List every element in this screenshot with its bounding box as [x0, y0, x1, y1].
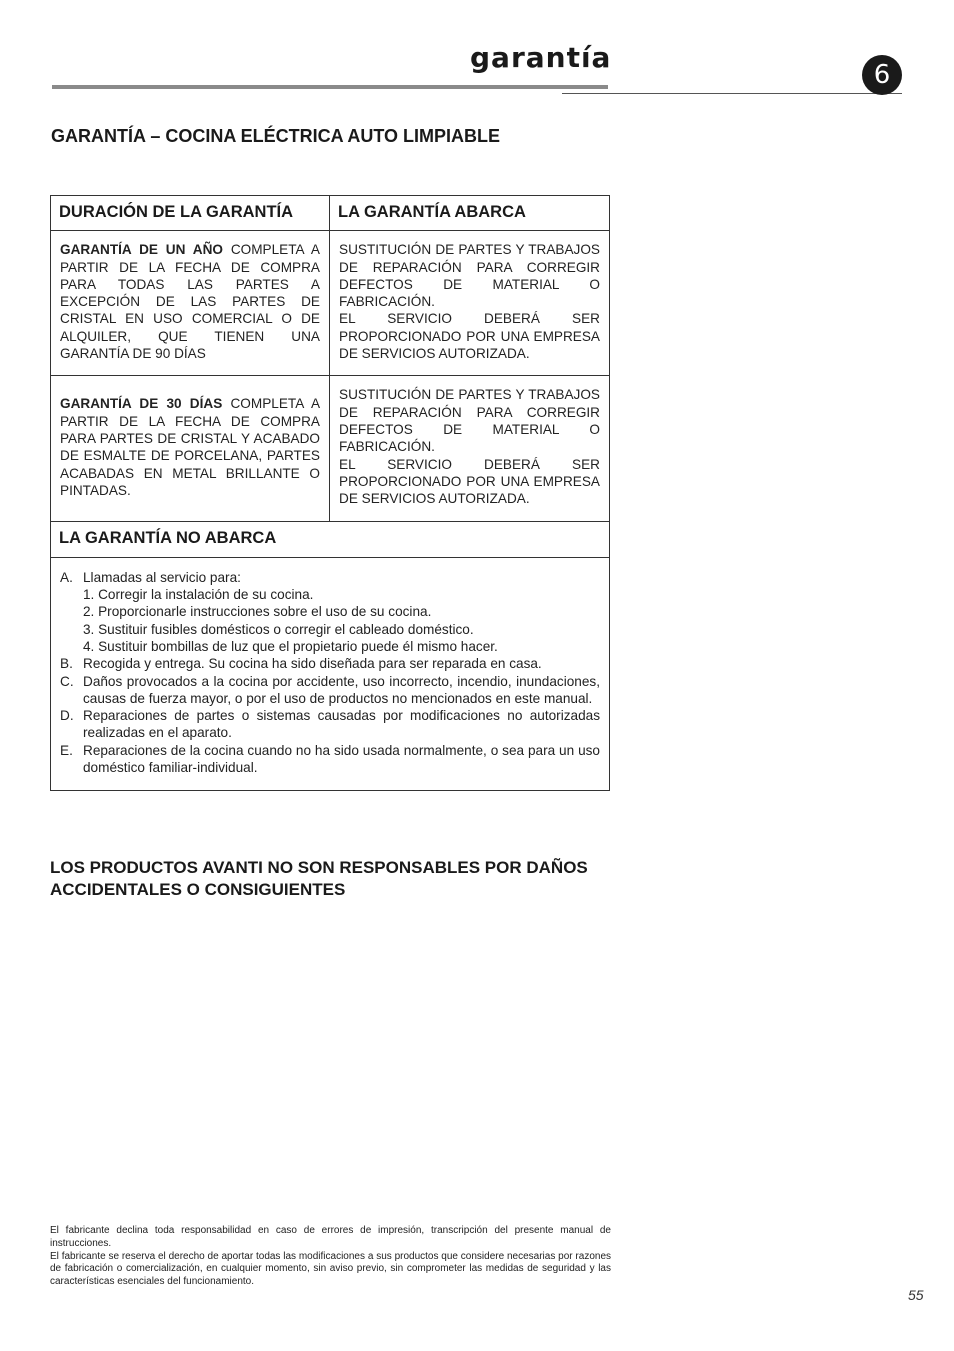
list-item-text: Recogida y entrega. Su cocina ha sido diseñada para ser reparada en casa. — [83, 656, 542, 672]
list-marker: A. — [60, 569, 73, 585]
list-item — [60, 742, 600, 777]
liability-disclaimer: LOS PRODUCTOS AVANTI NO SON RESPONSABLES POR DAÑOS ACCIDENTALES O CONSIGUIENTES — [50, 858, 588, 899]
list-marker: C. — [60, 673, 74, 689]
duration-description: COMPLETA A PARTIR DE LA FECHA DE COMPRA PARA PARTES DE CRISTAL Y ACABADO DE ESMALTE DE PORCELANA, PARTES ACABADAS EN METAL BRILLANTE O PINTADAS. — [60, 396, 321, 498]
section-title: GARANTÍA – COCINA ELÉCTRICA AUTO LIMPIABLE — [51, 126, 500, 146]
coverage-service: EL SERVICIO DEBERÁ SER PROPORCIONADO POR UNA EMPRESA DE SERVICIOS AUTORIZADA. — [339, 311, 600, 362]
header-rule-thin — [562, 93, 902, 94]
coverage-text — [331, 232, 608, 374]
list-item-text: Reparaciones de la cocina cuando no ha sido usada normalmente, o sea para un uso doméstico familiar-individual. — [83, 742, 600, 776]
duration-text — [52, 232, 328, 374]
list-item-text: Reparaciones de partes o sistemas causadas por modificaciones no autorizadas realizadas en el aparato. — [83, 708, 600, 741]
list-item — [60, 569, 600, 586]
exclusions-header: LA GARANTÍA NO ABARCA — [51, 522, 610, 557]
chapter-number-badge: 6 — [862, 55, 902, 95]
duration-cell — [51, 376, 330, 522]
coverage-text — [331, 377, 608, 520]
list-marker: D. — [60, 708, 74, 724]
list-item — [60, 707, 600, 742]
footnote-line: El fabricante se reserva el derecho de aportar todas las modificaciones a sus productos que considere necesarias por razones de fabricación o comercialización, en cualquier momento, sin aviso previo, sin comprometer las medidas de seguridad y las características esenciales del funcionamiento. — [50, 1250, 611, 1288]
chapter-title: garantía — [470, 41, 612, 74]
sub-list-item: 4. Sustituir bombillas de luz que el propietario puede él mismo hacer. — [83, 638, 498, 654]
coverage-repair: SUSTITUCIÓN DE PARTES Y TRABAJOS DE REPARACIÓN PARA CORREGIR DEFECTOS DE MATERIAL O FABRICACIÓN. — [339, 242, 600, 310]
exclusions-row — [51, 557, 610, 791]
duration-cell — [51, 231, 330, 376]
sub-list-item: 3. Sustituir fusibles domésticos o corregir el cableado doméstico. — [83, 621, 474, 637]
duration-label: GARANTÍA DE UN AÑO — [60, 242, 223, 258]
exclusions-header-row — [51, 522, 610, 557]
list-item-text: Daños provocados a la cocina por accidente, uso incorrecto, incendio, inundaciones, causas de fuerza mayor, o por el uso de productos no mencionados en este manual. — [83, 673, 600, 706]
sub-list-item: 2. Proporcionarle instrucciones sobre el uso de su cocina. — [83, 604, 432, 620]
list-marker: B. — [60, 656, 73, 672]
coverage-service: EL SERVICIO DEBERÁ SER PROPORCIONADO POR UNA EMPRESA DE SERVICIOS AUTORIZADA. — [339, 456, 600, 507]
footnote-line: El fabricante declina toda responsabilidad en caso de errores de impresión, transcripción del presente manual de instrucciones. — [50, 1225, 611, 1249]
warranty-table — [50, 195, 610, 791]
page-number: 55 — [908, 1287, 924, 1303]
sub-list-item: 1. Corregir la instalación de su cocina. — [83, 587, 314, 603]
table-row — [51, 376, 610, 522]
duration-description: COMPLETA A PARTIR DE LA FECHA DE COMPRA PARA TODAS LAS PARTES A EXCEPCIÓN DE LAS PARTES DE CRISTAL EN USO COMERCIAL O DE ALQUILER, QUE TIENEN UNA GARANTÍA DE 90 DÍAS — [60, 242, 320, 362]
header-rule-thick — [52, 85, 608, 89]
list-item — [60, 673, 600, 708]
list-marker: E. — [60, 742, 73, 758]
table-header-row — [51, 196, 610, 231]
header-coverage: LA GARANTÍA ABARCA — [330, 196, 610, 231]
coverage-repair: SUSTITUCIÓN DE PARTES Y TRABAJOS DE REPARACIÓN PARA CORREGIR DEFECTOS DE MATERIAL O FABRICACIÓN. — [339, 387, 600, 455]
exclusions-cell — [51, 557, 610, 791]
exclusions-list — [52, 559, 608, 790]
coverage-cell — [330, 231, 610, 376]
coverage-cell — [330, 376, 610, 522]
table-row — [51, 231, 610, 376]
manufacturer-footnote — [50, 1225, 611, 1289]
list-item-text: Llamadas al servicio para: — [83, 569, 241, 585]
duration-text — [52, 377, 328, 512]
list-item — [60, 655, 600, 672]
duration-label: GARANTÍA DE 30 DÍAS — [60, 396, 223, 412]
header-duration: DURACIÓN DE LA GARANTÍA — [51, 196, 330, 231]
